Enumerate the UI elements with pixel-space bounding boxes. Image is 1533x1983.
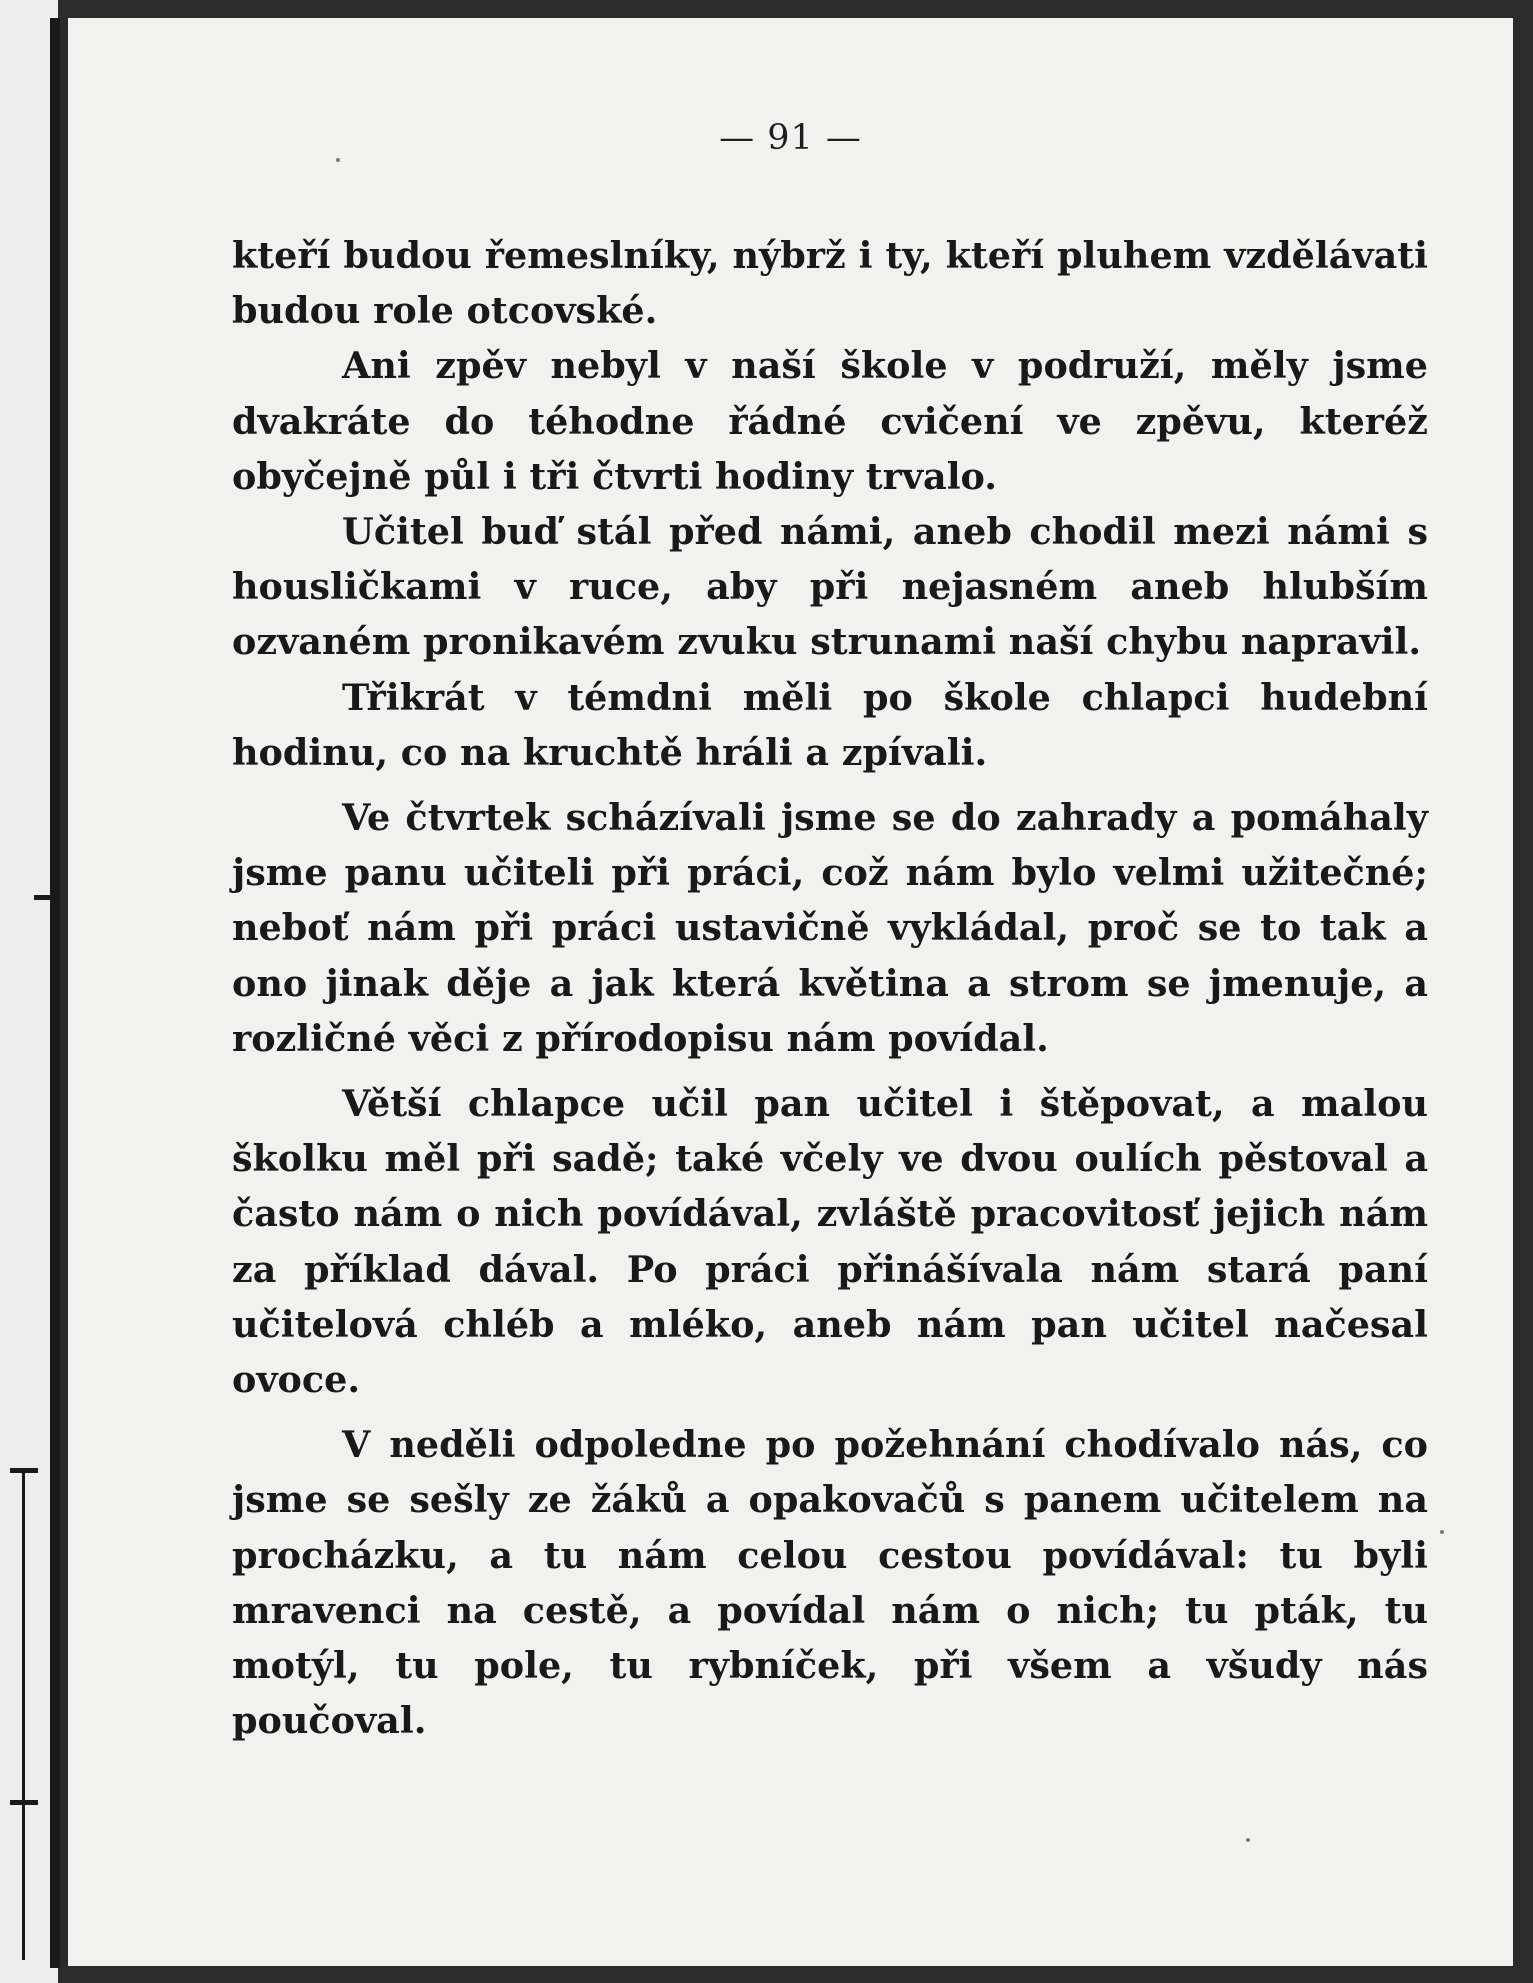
paragraph: Ani zpěv nebyl v naší škole v podruží, měly jsme dvakráte do téhodne řádné cvičení ve zpěvu, kteréž obyčejně půl i tři čtvrti hodiny trvalo. bbox=[232, 344, 1428, 498]
page-edge-mark bbox=[10, 1800, 38, 1805]
paper-speck bbox=[1440, 1530, 1444, 1534]
paper-speck bbox=[1246, 1838, 1250, 1842]
paragraph: Učitel buď stál před námi, aneb chodil mezi námi s housličkami v ruce, aby při nejasném aneb hlubším ozvaném pronikavém zvuku strunami naší chybu napravil. bbox=[232, 510, 1428, 664]
facing-page-border bbox=[22, 1470, 25, 1960]
page-body-text bbox=[232, 228, 1428, 1748]
paper-speck bbox=[336, 158, 340, 162]
paragraph: Ve čtvrtek scházívali jsme se do zahrady a pomáhaly jsme panu učiteli při práci, což nám bylo velmi užitečné; neboť nám při práci ustavičně vykládal, proč se to tak a ono jinak děje a jak která květina a strom se jmenuje, a rozličné věci z přírodopisu nám povídal. bbox=[232, 796, 1428, 1060]
book-page bbox=[68, 18, 1513, 1966]
paragraph: Větší chlapce učil pan učitel i štěpovat, a malou školku měl při sadě; také včely ve dvou oulích pěstoval a často nám o nich povídával, zvláště pracovitosť jejich nám za příklad dával. Po práci přinášívala nám stará paní učitelová chléb a mléko, aneb nám pan učitel načesal ovoce. bbox=[232, 1082, 1428, 1402]
page-edge-mark bbox=[10, 1468, 38, 1473]
page-edge-mark bbox=[34, 895, 54, 900]
paragraph: kteří budou řemeslníky, nýbrž i ty, kteří pluhem vzdělávati budou role otcovské. bbox=[232, 234, 1428, 333]
paragraph: V neděli odpoledne po požehnání chodívalo nás, co jsme se sešly ze žáků a opakovačů s panem učitelem na procházku, a tu nám celou cestou povídával: tu byli mravenci na cestě, a povídal nám o nich; tu pták, tu motýl, tu pole, tu rybníček, při všem a všudy nás poučoval. bbox=[232, 1423, 1428, 1743]
page-number: — 91 — bbox=[719, 118, 862, 158]
book-binding-shadow bbox=[50, 18, 60, 1968]
paragraph: Třikrát v témdni měli po škole chlapci hudební hodinu, co na kruchtě hráli a zpívali. bbox=[232, 675, 1428, 774]
